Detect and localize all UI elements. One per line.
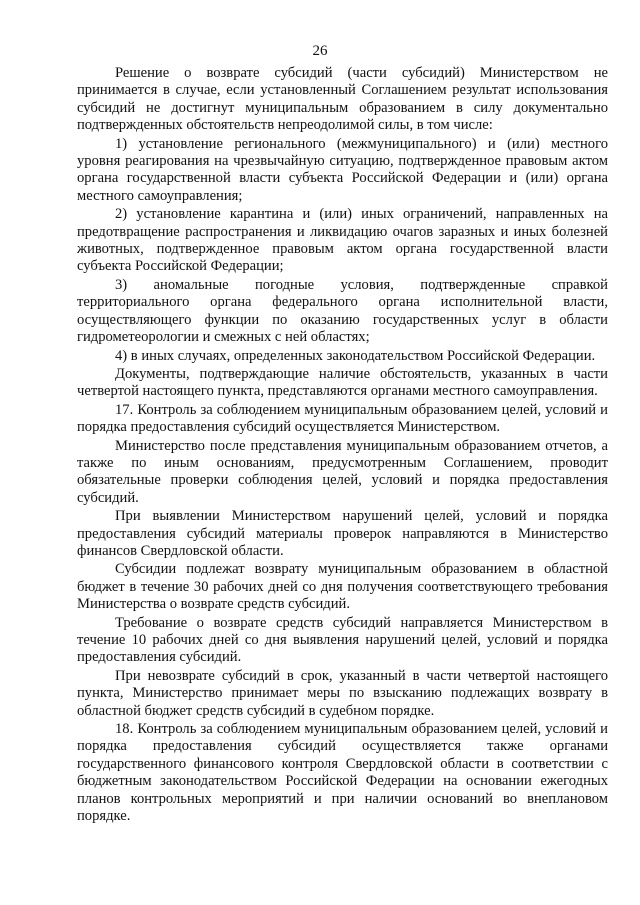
paragraph-item-1: 1) установление регионального (межмуниципального) и (или) местного уровня реагирования на чрезвычайную ситуацию, подтвержденное правовым актом органа государственной власти субъекта Российской Федерации и (или) органа местного самоуправления; <box>77 135 608 204</box>
paragraph-refund-decision: Решение о возврате субсидий (части субсидий) Министерством не принимается в случае, если установленный Соглашением результат использования субсидий не достигнут муниципальным образованием в силу документально подтвержденных обстоятельств непреодолимой силы, в том числе: <box>77 65 608 134</box>
paragraph-item-4: 4) в иных случаях, определенных законодательством Российской Федерации. <box>115 347 596 364</box>
page-number: 26 <box>312 43 328 59</box>
paragraph-non-refund: При невозврате субсидий в срок, указанный в части четвертой настоящего пункта, Министерство принимает меры по взысканию подлежащих возврату в областной бюджет средств субсидий в судебном порядке. <box>77 667 608 719</box>
paragraph-item-2: 2) установление карантина и (или) иных ограничений, направленных на предотвращение распространения и ликвидацию очагов заразных и иных болезней животных, подтвержденное правовым актом органа государственной власти субъекта Российской Федерации; <box>77 206 608 275</box>
paragraph-section-17: 17. Контроль за соблюдением муниципальным образованием целей, условий и порядка предоставления субсидий осуществляется Министерством. <box>77 401 608 436</box>
paragraph-refund-term: Субсидии подлежат возврату муниципальным образованием в областной бюджет в течение 30 рабочих дней со дня получения соответствующего требования Министерства о возврате средств субсидий. <box>77 561 608 613</box>
paragraph-documents: Документы, подтверждающие наличие обстоятельств, указанных в части четвертой настоящего пункта, представляются органами местного самоуправления. <box>77 365 608 400</box>
paragraph-section-18: 18. Контроль за соблюдением муниципальным образованием целей, условий и порядка предоставления субсидий осуществляется также органами государственного финансового контроля Свердловской области в соответствии с бюджетным законодательством Российской Федерации на основании ежегодных планов контрольных мероприятий и при наличии оснований во внеплановом порядке. <box>77 721 608 825</box>
paragraph-ministry-checks: Министерство после представления муниципальным образованием отчетов, а также по иным основаниям, предусмотренным Соглашением, проводит обязательные проверки соблюдения целей, условий и порядка предоставления субсидий. <box>77 437 608 506</box>
paragraph-violations: При выявлении Министерством нарушений целей, условий и порядка предоставления субсидий материалы проверок направляются в Министерство финансов Свердловской области. <box>77 508 608 559</box>
paragraph-refund-demand: Требование о возврате средств субсидий направляется Министерством в течение 10 рабочих дней со дня выявления нарушений целей, условий и порядка предоставления субсидий. <box>77 614 608 666</box>
document-body <box>77 65 608 825</box>
paragraph-item-3: 3) аномальные погодные условия, подтвержденные справкой территориального органа федерального органа исполнительной власти, осуществляющего функции по оказанию государственных услуг в области гидрометеорологии и смежных с ней областях; <box>77 276 608 346</box>
